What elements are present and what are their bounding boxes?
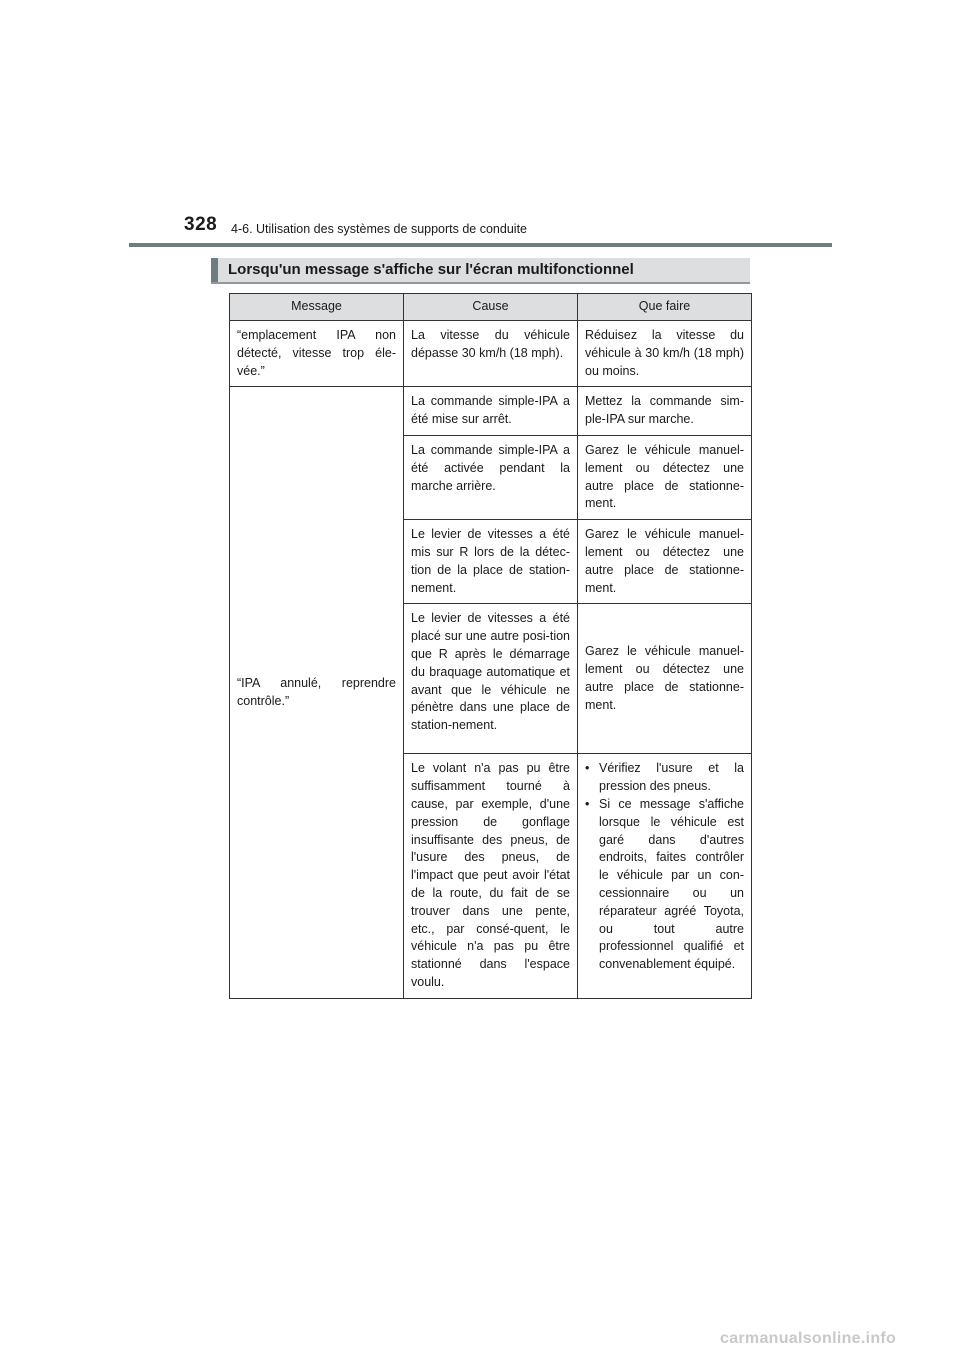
action-cell: Mettez la commande sim-ple-IPA sur marche.	[578, 387, 752, 436]
cause-cell: La vitesse du véhicule dépasse 30 km/h (18 mph).	[404, 321, 578, 387]
cause-cell: La commande simple-IPA a été mise sur arrêt.	[404, 387, 578, 436]
section-heading-bar	[211, 258, 218, 282]
message-cell: “IPA annulé, reprendre contrôle.”	[230, 387, 404, 998]
action-cell	[578, 754, 752, 998]
table-header-row	[230, 294, 752, 321]
watermark: carmanualsonline.info	[720, 1330, 897, 1347]
table-row	[230, 321, 752, 387]
action-cell: Garez le véhicule manuel-lement ou détectez une autre place de stationne-ment.	[578, 520, 752, 604]
message-cell: “emplacement IPA non détecté, vitesse trop éle-vée.”	[230, 321, 404, 387]
action-cell: Réduisez la vitesse du véhicule à 30 km/h (18 mph) ou moins.	[578, 321, 752, 387]
cause-cell: Le levier de vitesses a été placé sur une autre posi-tion que R après le démarrage du braquage automatique et avant que le véhicule ne pénètre dans une place de station-nement.	[404, 604, 578, 754]
column-header-message: Message	[230, 294, 404, 321]
column-header-action: Que faire	[578, 294, 752, 321]
action-cell: Garez le véhicule manuel-lement ou détectez une autre place de stationne-ment.	[578, 604, 752, 754]
cause-cell: Le levier de vitesses a été mis sur R lors de la détec-tion de la place de station-nement.	[404, 520, 578, 604]
cause-cell: La commande simple-IPA a été activée pendant la marche arrière.	[404, 435, 578, 519]
action-bullet: • Vérifiez l'usure et la pression des pneus.	[585, 760, 744, 796]
section-heading	[211, 258, 750, 284]
header-rule	[129, 243, 832, 247]
page-number: 328	[184, 214, 218, 235]
action-cell: Garez le véhicule manuel-lement ou détectez une autre place de stationne-ment.	[578, 435, 752, 519]
action-bullet: • Si ce message s'affiche lorsque le véhicule est garé dans d'autres endroits, faites contrôler le véhicule par un con-cessionnaire ou un réparateur agréé Toyota, ou tout autre professionnel qualifié et convenablement équipé.	[585, 796, 744, 974]
action-bullet-list	[585, 760, 744, 974]
column-header-cause: Cause	[404, 294, 578, 321]
table-row	[230, 387, 752, 436]
message-table	[229, 293, 752, 999]
cause-cell: Le volant n'a pas pu être suffisamment tourné à cause, par exemple, d'une pression de gonflage insuffisante des pneus, de l'usure des pneus, de l'impact que peut avoir l'état de la route, du fait de se trouver dans une pente, etc., par consé-quent, le véhicule n'a pas pu être stationné dans l'espace voulu.	[404, 754, 578, 998]
section-title: Lorsqu'un message s'affiche sur l'écran multifonctionnel	[228, 261, 634, 278]
running-head: 4-6. Utilisation des systèmes de supports de conduite	[231, 222, 527, 236]
